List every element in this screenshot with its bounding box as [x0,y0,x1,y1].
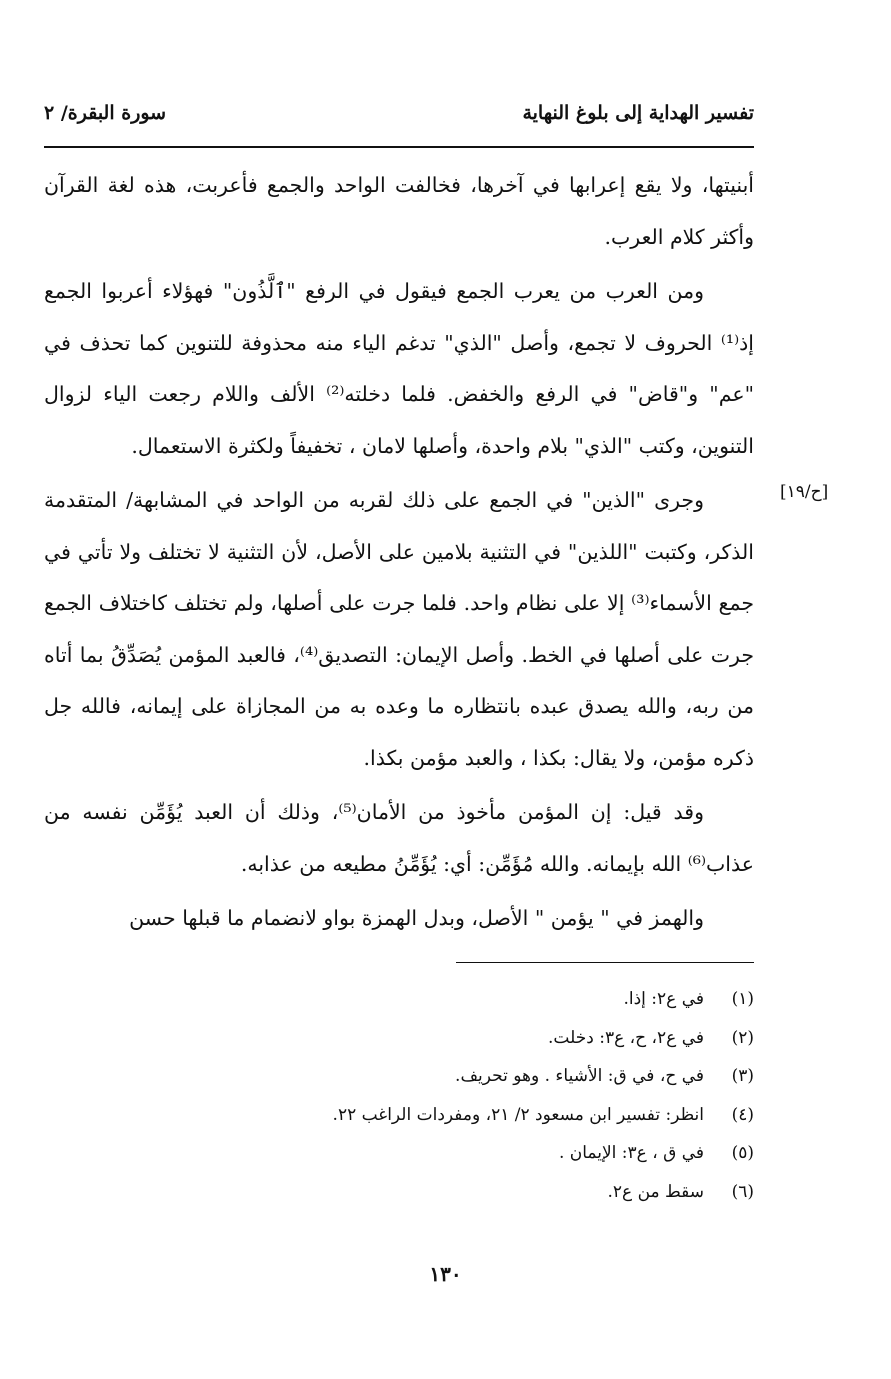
paragraph: وقد قيل: إن المؤمن مأخوذ من الأمان⁽⁵⁾، وذلك أن العبد يُؤَمِّن نفسه من عذاب⁽⁶⁾ الله بإيمانه. والله مُؤَمِّن: أي: يُؤَمِّنُ مطيعه من عذابه. [44,800,754,876]
page-number: ١٣٠ [429,1262,462,1286]
footnote-number: (٤) [731,1104,754,1125]
footnote-number: (٣) [731,1066,754,1086]
footnote-text: في ح، في ق: الأشياء . وهو تحريف. [455,1066,704,1086]
main-text [44,160,754,948]
footnote [280,980,754,1019]
paragraph: والهمز في " يؤمن " الأصل، وبدل الهمزة بواو لانضمام ما قبلها حسن [129,906,704,930]
footnote [280,1173,754,1212]
footnote [280,1019,754,1058]
manuscript-marker: [ح/١٩] [780,482,829,502]
footnote [280,1057,754,1096]
book-title: تفسير الهداية إلى بلوغ النهاية [522,102,754,124]
footnote-text: انظر: تفسير ابن مسعود ٢/ ٢١، ومفردات الراغب ٢٢. [332,1104,704,1125]
footnote-number: (٥) [731,1143,754,1163]
surah-label: سورة البقرة/ ٢ [44,102,167,124]
paragraph: ومن العرب من يعرب الجمع فيقول في الرفع "ٱلَّذُون" فهؤلاء أعربوا الجمع إذ⁽¹⁾ الحروف لا تجمع، وأصل "الذي" تدغم الياء منه محذوفة للتنوين كما تحذف في "عم" و"قاض" في الرفع والخفض. فلما دخلته⁽²⁾ الألف واللام رجعت الياء لزوال التنوين، وكتب "الذي" بلام واحدة، وأصلها لامان ، تخفيفاً ولكثرة الاستعمال. [44,279,755,458]
footnote-text: سقط من ع٢. [607,1181,704,1202]
paragraph: أبنيتها، ولا يقع إعرابها في آخرها، فخالفت الواحد والجمع فأعربت، هذه لغة القرآن وأكثر كلام العرب. [44,173,754,249]
footnote-text: في ع٢: إذا. [623,989,704,1009]
footnote-number: (١) [731,989,754,1009]
header-divider [44,146,754,148]
footnote-text: في ع٢، ح، ع٣: دخلت. [548,1027,704,1048]
footnote-number: (٦) [731,1181,754,1202]
running-header [44,98,754,138]
footnotes [280,980,754,1211]
footnote [280,1134,754,1173]
footnote [280,1096,754,1135]
footnote-number: (٢) [731,1027,754,1048]
footnote-divider [456,962,754,963]
paragraph: وجرى "الذين" في الجمع على ذلك لقربه من الواحد في المشابهة/ المتقدمة الذكر، وكتبت "اللذين" في التثنية بلامين على الأصل، لأن التثنية لا تختلف ولا تأتي في جمع الأسماء⁽³⁾ إلا على نظام واحد. فلما جرت على أصلها، ولم تختلف كاختلاف الجمع جرت على أصلها في الخط. وأصل الإيمان: التصديق⁽⁴⁾، فالعبد المؤمن يُصَدِّقُ بما أتاه من ربه، والله يصدق عبده بانتظاره ما وعده به من المجازاة على إيمانه، فالله جل ذكره مؤمن، ولا يقال: بكذا ، والعبد مؤمن بكذا. [44,488,754,770]
footnote-text: في ق ، ع٣: الإيمان . [558,1143,704,1163]
